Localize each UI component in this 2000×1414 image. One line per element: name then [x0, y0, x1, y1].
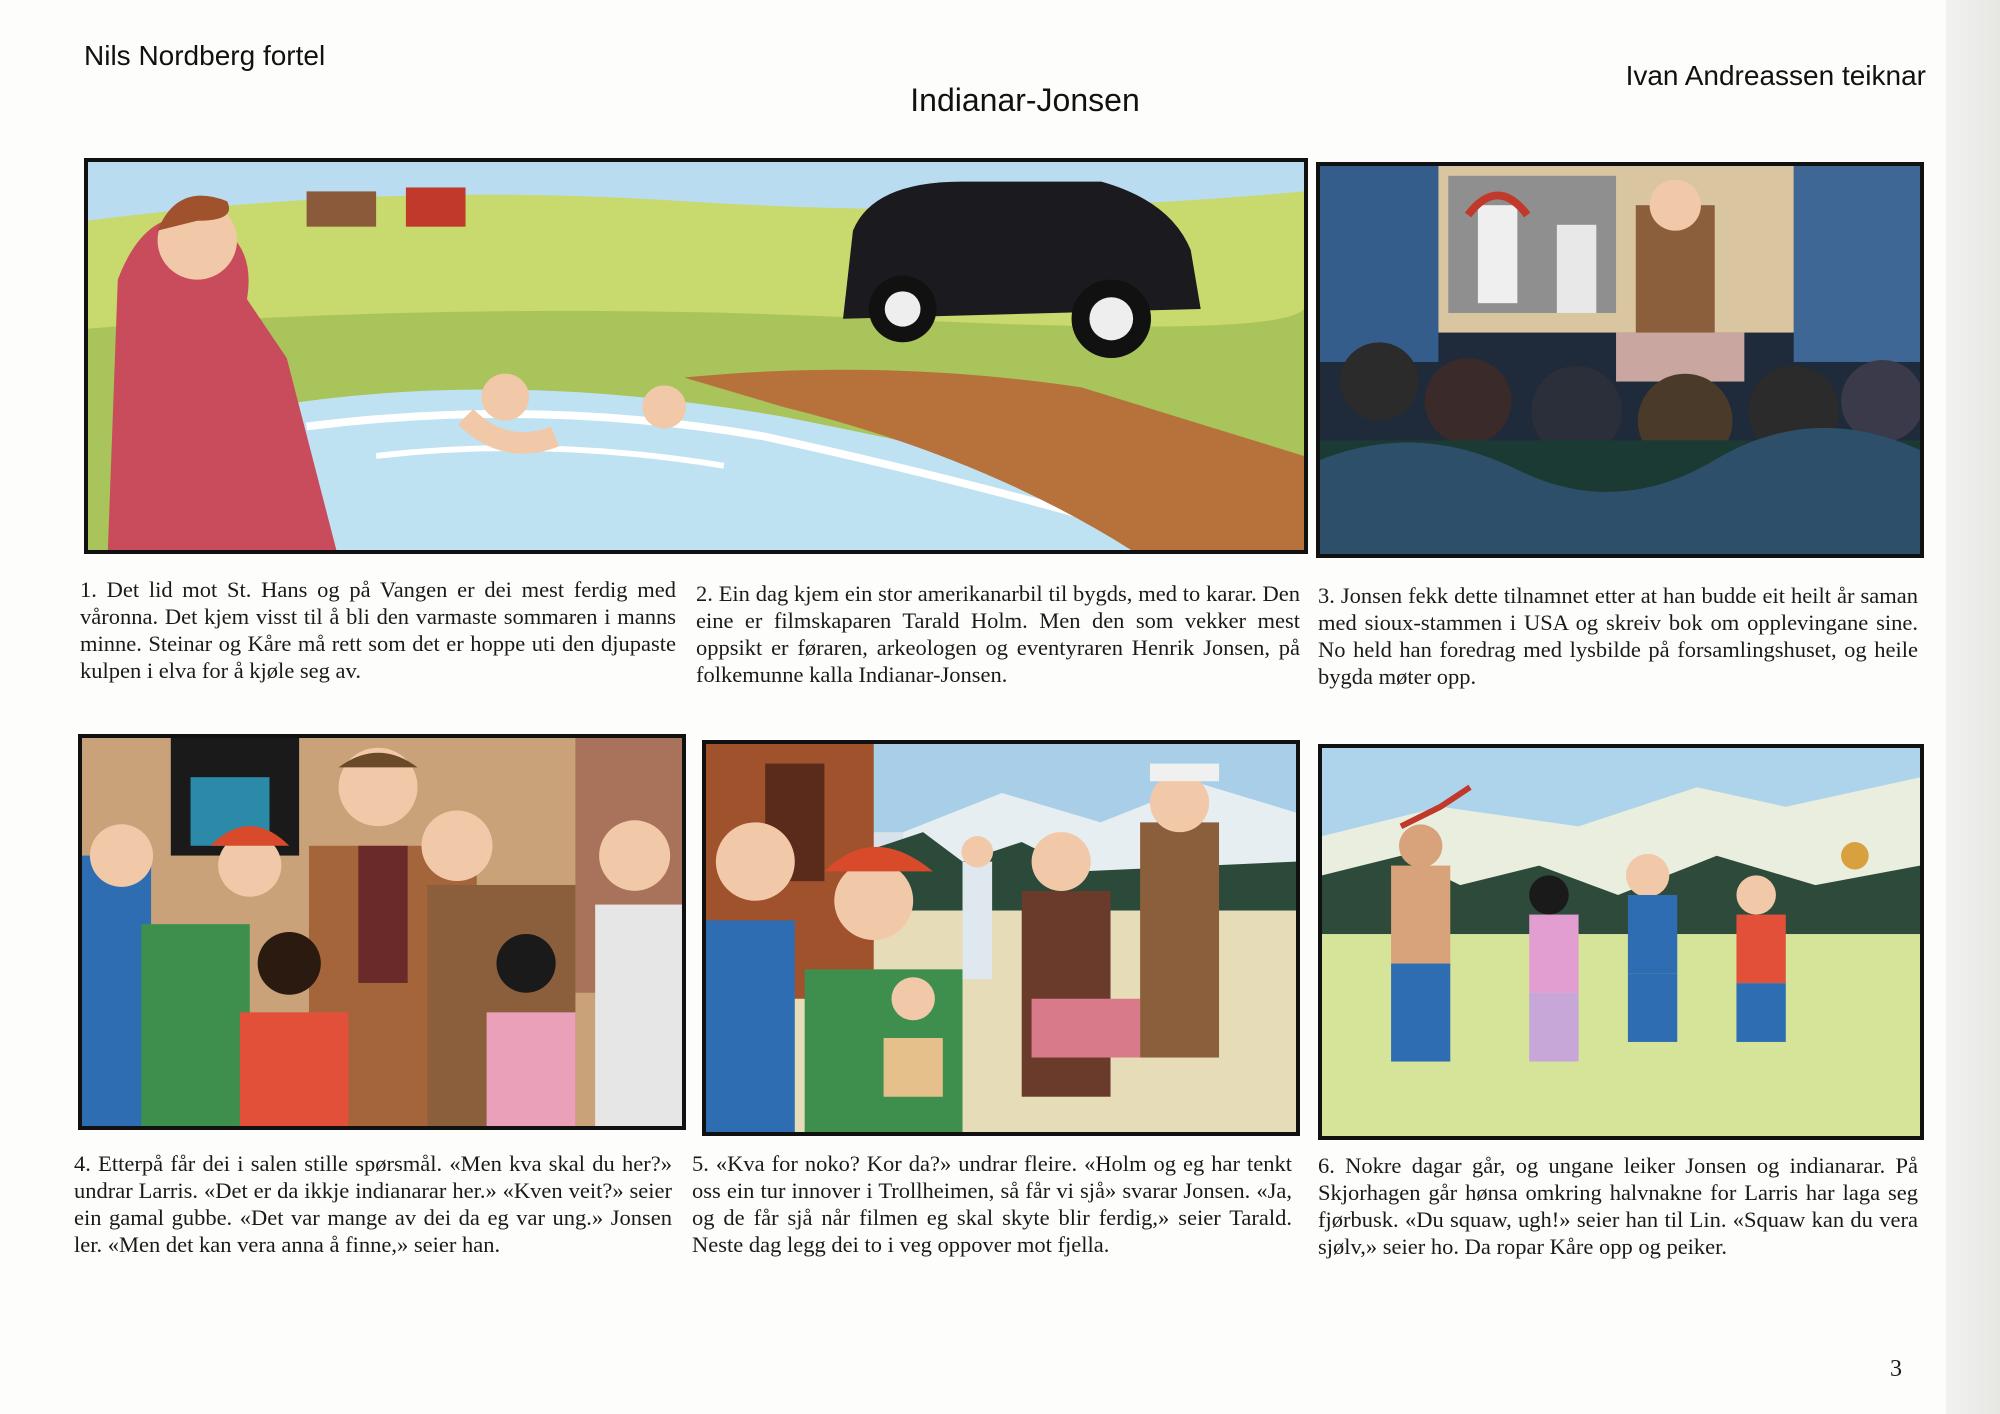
panel-4-departure [702, 740, 1300, 1136]
caption-5: 5. «Kva for noko? Kor da?» undrar fleire. «Holm og eg har tenkt oss ein tur innover i Trollheimen, så får vi sjå» svarar Jonsen. «Ja, og de får sjå når filmen eg skal skyte blir ferdig,» seier Tarald. Neste dag legg dei to i veg oppover mot fjella. [692, 1151, 1292, 1257]
caption-1: 1. Det lid mot St. Hans og på Vangen er dei mest ferdig med våronna. Det kjem visst til å bli den varmaste sommaren i manns minne. Steinar og Kåre må rett som det er hoppe uti den djupaste kulpen i elva for å kjøle seg av. [80, 577, 676, 683]
panel-3-questions [78, 734, 686, 1130]
panel-5-playing [1318, 744, 1924, 1140]
caption-4: 4. Etterpå får dei i salen stille spørsmål. «Men kva skal du her?» undrar Larris. «Det er da ikkje indianarar her.» «Kven veit?» seier ein gamal gubbe. «Det var mange av dei da eg var ung.» Jonsen ler. «Men det kan vera anna å finne,» seier han. [74, 1151, 672, 1257]
page-edge [1946, 0, 2000, 1414]
caption-3: 3. Jonsen fekk dette tilnamnet etter at han budde eit heilt år saman med sioux-stammen i USA og skreiv bok om opplevingane sine. No held han foredrag med lysbilde på forsamlingshuset, og heile bygda møter opp. [1318, 583, 1918, 689]
caption-2: 2. Ein dag kjem ein stor amerikanarbil til bygds, med to karar. Den eine er filmskaparen Tarald Holm. Men den som vekker mest oppsikt er føraren, arkeologen og eventyraren Henrik Jonsen, på folkemunne kalla Indianar-Jonsen. [696, 581, 1300, 687]
panel-2-lecture-hall [1316, 162, 1924, 558]
panel-1-river-scene [84, 158, 1308, 554]
page-number: 3 [1890, 1356, 1902, 1382]
artist-credit: Ivan Andreassen teiknar [1625, 60, 1926, 91]
caption-6: 6. Nokre dagar går, og ungane leiker Jonsen og indianarar. På Skjorhagen går hønsa omkring halvnakne for Larris har laga seg fjørbusk. «Du squaw, ugh!» seier han til Lin. «Squaw kan du vera sjølv,» seier ho. Da ropar Kåre opp og peiker. [1318, 1153, 1918, 1259]
page-title: Indianar-Jonsen [910, 82, 1140, 118]
author-credit: Nils Nordberg fortel [84, 40, 326, 71]
